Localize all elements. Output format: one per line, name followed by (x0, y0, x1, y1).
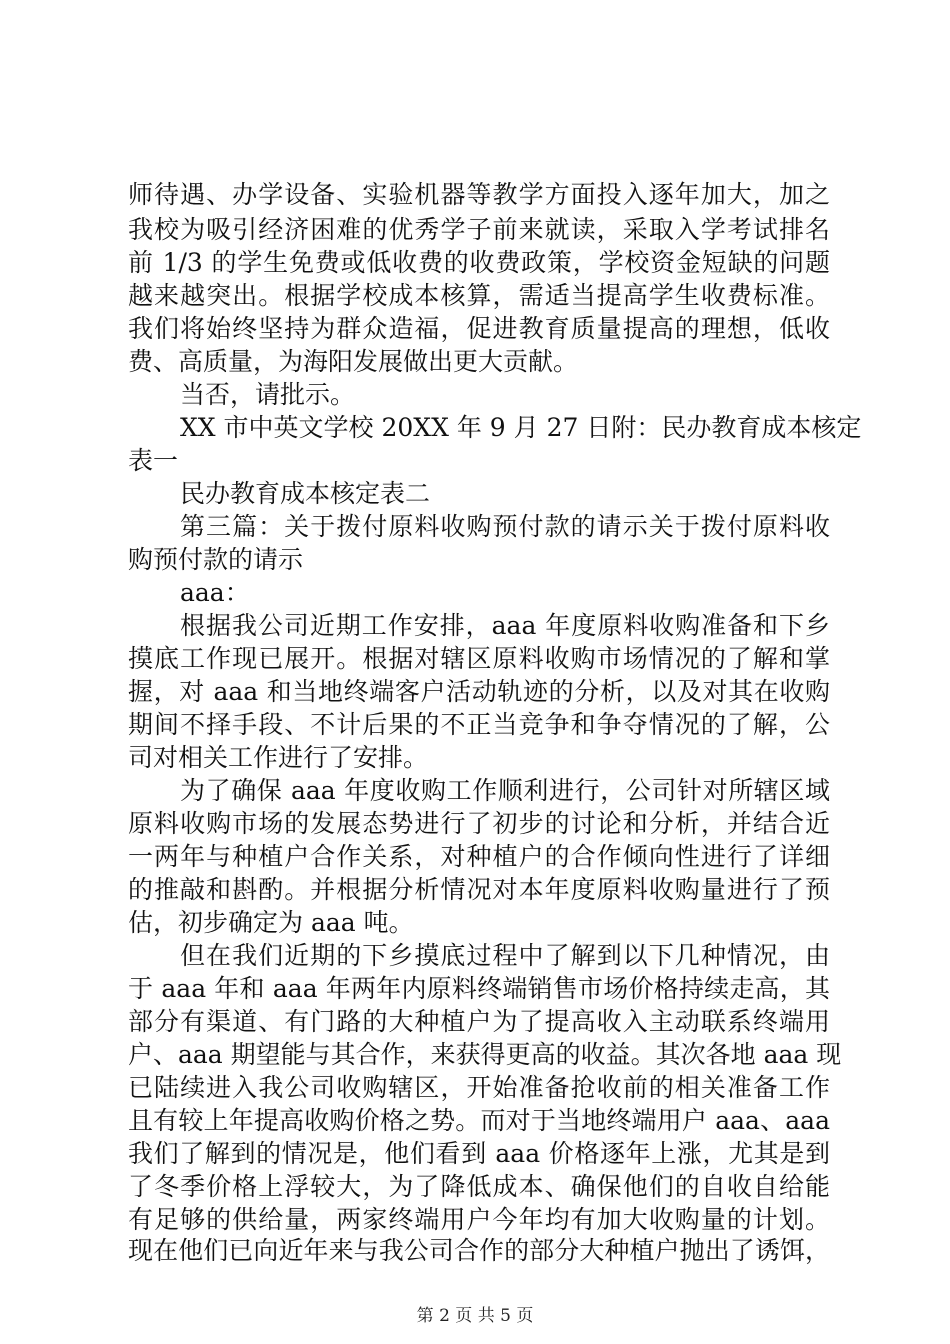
body-text-line: 摸底工作现已展开。根据对辖区原料收购市场情况的了解和掌 (128, 644, 830, 673)
body-text-line: 握，对 aaa 和当地终端客户活动轨迹的分析，以及对其在收购 (128, 677, 830, 706)
body-text-line: 越来越突出。根据学校成本核算，需适当提高学生收费标准。 (128, 281, 830, 310)
body-text-line: 户、aaa 期望能与其合作，来获得更高的收益。其次各地 aaa 现 (128, 1040, 842, 1069)
body-text-line: 估，初步确定为 aaa 吨。 (128, 908, 414, 937)
section-heading: 购预付款的请示 (128, 545, 304, 574)
body-text-line: 且有较上年提高收购价格之势。而对于当地终端用户 aaa、aaa (128, 1106, 830, 1135)
body-text-line: 有足够的供给量，两家终端用户今年均有加大收购量的计划。 (128, 1205, 830, 1234)
body-text-line: 根据我公司近期工作安排，aaa 年度原料收购准备和下乡 (180, 611, 830, 640)
signature-line: XX 市中英文学校 20XX 年 9 月 27 日附：民办教育成本核定 (180, 413, 862, 442)
body-text-line: 民办教育成本核定表二 (180, 479, 431, 508)
body-text-line: 司对相关工作进行了安排。 (128, 743, 429, 772)
body-text-line: 的推敲和斟酌。并根据分析情况对本年度原料收购量进行了预 (128, 875, 830, 904)
body-text-line: 原料收购市场的发展态势进行了初步的讨论和分析，并结合近 (128, 809, 830, 838)
body-text-line: 期间不择手段、不计后果的不正当竞争和争夺情况的了解，公 (128, 710, 830, 739)
body-text-line: 于 aaa 年和 aaa 年两年内原料终端销售市场价格持续走高，其 (128, 974, 830, 1003)
body-text-line: 师待遇、办学设备、实验机器等教学方面投入逐年加大，加之 (128, 180, 830, 209)
body-text-line: 我们了解到的情况是，他们看到 aaa 价格逐年上涨，尤其是到 (128, 1139, 830, 1168)
body-text-line: 我们将始终坚持为群众造福，促进教育质量提高的理想，低收 (128, 314, 830, 343)
salutation: aaa： (180, 578, 250, 607)
page-number-footer: 第 2 页 共 5 页 (416, 1306, 534, 1326)
body-text-line: 已陆续进入我公司收购辖区，开始准备抢收前的相关准备工作 (128, 1073, 830, 1102)
body-text-line: 一两年与种植户合作关系，对种植户的合作倾向性进行了详细 (128, 842, 830, 871)
body-text-line: 费、高质量，为海阳发展做出更大贡献。 (128, 347, 579, 376)
body-text-line: 了冬季价格上浮较大，为了降低成本、确保他们的自收自给能 (128, 1172, 830, 1201)
body-text-line: 前 1/3 的学生免费或低收费的收费政策，学校资金短缺的问题 (128, 248, 830, 277)
section-heading: 第三篇：关于拨付原料收购预付款的请示关于拨付原料收 (180, 512, 830, 541)
body-text-line: 现在他们已向近年来与我公司合作的部分大种植户抛出了诱饵， (128, 1236, 830, 1265)
body-text-line: 部分有渠道、有门路的大种植户为了提高收入主动联系终端用 (128, 1007, 830, 1036)
body-text-line: 我校为吸引经济困难的优秀学子前来就读，采取入学考试排名 (128, 215, 830, 244)
body-text-line: 当否，请批示。 (180, 380, 356, 409)
body-text-line: 但在我们近期的下乡摸底过程中了解到以下几种情况，由 (180, 941, 830, 970)
body-text-line: 表一 (128, 446, 179, 475)
body-text-line: 为了确保 aaa 年度收购工作顺利进行，公司针对所辖区域 (180, 776, 830, 805)
